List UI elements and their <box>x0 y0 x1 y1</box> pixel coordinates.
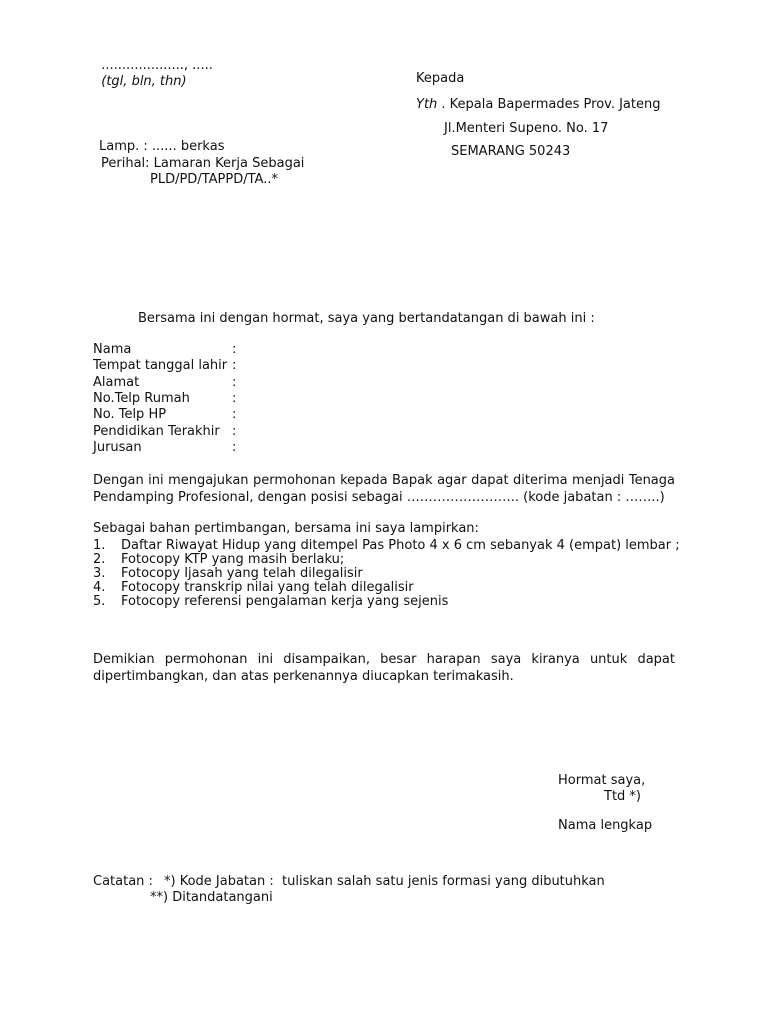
field-label-alamat: Alamat <box>93 375 140 390</box>
attachment-number: 2. <box>93 552 106 567</box>
attachment-number: 3. <box>93 566 106 581</box>
addressee-text: . Kepala Bapermades Prov. Jateng <box>437 97 661 112</box>
field-colon-jurusan: : <box>232 440 237 455</box>
field-label-telp-rumah: No.Telp Rumah <box>93 391 190 406</box>
perihal-line: Perihal: Lamaran Kerja Sebagai <box>101 156 305 171</box>
date-line <box>93 42 213 90</box>
yth-label: Yth <box>416 97 438 112</box>
signature-name: Nama lengkap <box>558 818 653 833</box>
field-colon-alamat: : <box>232 375 237 390</box>
field-label-jurusan: Jurusan <box>93 440 142 455</box>
signature-greeting: Hormat saya, <box>558 773 646 788</box>
opening-sentence: Bersama ini dengan hormat, saya yang bertandatangan di bawah ini : <box>138 311 595 326</box>
field-colon-telp-hp: : <box>232 407 237 422</box>
field-colon-pendidikan: : <box>232 424 237 439</box>
recipient-addressee <box>416 97 660 113</box>
field-colon-telp-rumah: : <box>232 391 237 406</box>
attachment-item: Daftar Riwayat Hidup yang ditempel Pas Photo 4 x 6 cm sebanyak 4 (empat) lembar ; <box>121 538 680 553</box>
attachment-item: Fotocopy transkrip nilai yang telah dilegalisir <box>121 580 414 595</box>
field-label-pendidikan: Pendidikan Terakhir <box>93 424 220 439</box>
field-colon-nama: : <box>232 342 237 357</box>
notes-label: Catatan : <box>93 874 153 889</box>
date-placeholder: ...................., ..... <box>101 58 213 73</box>
note-kode-jabatan: *) Kode Jabatan : tuliskan salah satu jenis formasi yang dibutuhkan <box>164 874 605 889</box>
date-hint: (tgl, bln, thn) <box>101 74 187 89</box>
request-paragraph: Dengan ini mengajukan permohonan kepada Bapak agar dapat diterima menjadi Tenaga Pendamping Profesional, dengan posisi sebagai …………………….. (kode jabatan : ……..) <box>93 473 675 505</box>
signature-ttd: Ttd *) <box>604 789 641 804</box>
perihal-position: PLD/PD/TAPPD/TA..* <box>150 172 278 187</box>
recipient-street: Jl.Menteri Supeno. No. 17 <box>444 121 609 136</box>
field-colon-tempat-tanggal-lahir: : <box>232 358 237 373</box>
recipient-to-label: Kepada <box>416 71 465 86</box>
attachment-item: Fotocopy Ijasah yang telah dilegalisir <box>121 566 363 581</box>
field-label-tempat-tanggal-lahir: Tempat tanggal lahir <box>93 358 228 373</box>
attachment-number: 4. <box>93 580 106 595</box>
attachment-number: 5. <box>93 594 106 609</box>
field-label-nama: Nama <box>93 342 132 357</box>
field-label-telp-hp: No. Telp HP <box>93 407 167 422</box>
note-ditandatangani: **) Ditandatangani <box>150 890 273 905</box>
attachments-intro: Sebagai bahan pertimbangan, bersama ini saya lampirkan: <box>93 521 479 536</box>
attachment-item: Fotocopy referensi pengalaman kerja yang sejenis <box>121 594 449 609</box>
attachment-item: Fotocopy KTP yang masih berlaku; <box>121 552 345 567</box>
closing-paragraph: Demikian permohonan ini disampaikan, besar harapan saya kiranya untuk dapat dipertimbangkan, dan atas perkenannya diucapkan terimakasih. <box>93 652 675 684</box>
lamp-line: Lamp. : ...... berkas <box>99 139 225 154</box>
attachment-number: 1. <box>93 538 106 553</box>
recipient-city: SEMARANG 50243 <box>451 144 571 159</box>
